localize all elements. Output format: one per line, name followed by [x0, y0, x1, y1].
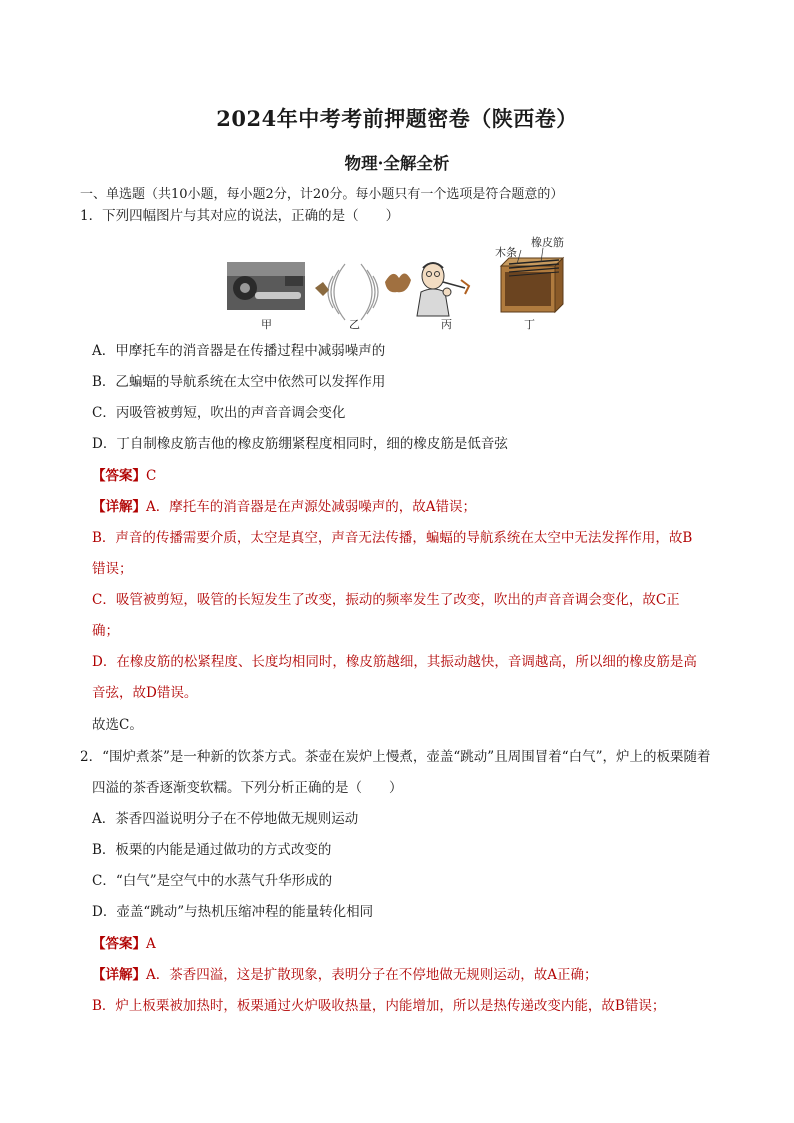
detail-text: A．摩托车的消音器是在声源处减弱噪声的，故A错误；	[146, 499, 476, 515]
section-heading: 一、单选题（共10小题，每小题2分，计20分。每小题只有一个选项是符合题意的）	[80, 187, 564, 202]
page-title: 2024年中考考前押题密卷（陕西卷）	[216, 106, 578, 131]
bat-icon	[385, 273, 411, 292]
detail-tag: 【详解】	[92, 967, 146, 983]
bat-sound-waves-image	[328, 264, 378, 320]
question-1-figure	[225, 236, 571, 334]
detail-tag: 【详解】	[92, 499, 146, 515]
figure-illustrations	[225, 236, 571, 334]
figure-label-bing: 丙	[441, 318, 452, 331]
figure-label-ding: 丁	[524, 318, 535, 331]
question-1-detail-line-7: 音弦，故D错误。	[92, 685, 198, 701]
question-2-stem-line-2: 四溢的茶香逐渐变软糯。下列分析正确的是（ ）	[92, 780, 403, 796]
question-1-detail-line-1	[92, 497, 476, 517]
moth-icon	[315, 282, 329, 296]
question-2-answer	[92, 934, 156, 954]
detail-text: A．茶香四溢，这是扩散现象，表明分子在不停地做无规则运动，故A正确；	[146, 967, 598, 983]
answer-value: C	[146, 468, 157, 484]
question-2-option-c: C．“白气”是空气中的水蒸气升华形成的	[92, 873, 333, 889]
question-1-detail-line-2: B．声音的传播需要介质，太空是真空，声音无法传播，蝙蝠的导航系统在太空中无法发挥作用，故B	[92, 530, 693, 546]
question-1-detail-line-3: 错误；	[92, 561, 133, 577]
figure-label-yi: 乙	[349, 318, 360, 331]
question-1-conclusion: 故选C。	[92, 717, 143, 733]
question-1-option-d: D．丁自制橡皮筋吉他的橡皮筋绷紧程度相同时，细的橡皮筋是低音弦	[92, 436, 508, 452]
man-blowing-straw-image	[417, 263, 469, 316]
question-2-detail-line-2: B．炉上板栗被加热时，板栗通过火炉吸收热量，内能增加，所以是热传递改变内能，故B错误；	[92, 998, 666, 1014]
answer-value: A	[146, 936, 156, 952]
motorcycle-image	[227, 262, 305, 310]
question-2-option-d: D．壶盖“跳动”与热机压缩冲程的能量转化相同	[92, 904, 374, 920]
question-2-detail-line-1	[92, 965, 598, 985]
question-2-option-a: A．茶香四溢说明分子在不停地做无规则运动	[92, 811, 359, 827]
question-1-detail-line-6: D．在橡皮筋的松紧程度、长度均相同时，橡皮筋越细，其振动越快，音调越高，所以细的橡皮筋是高	[92, 654, 697, 670]
answer-tag: 【答案】	[92, 468, 146, 484]
page-subtitle: 物理·全解全析	[344, 154, 450, 173]
answer-tag: 【答案】	[92, 936, 146, 952]
callout-wood-strip: 木条	[495, 246, 517, 259]
question-1-option-a: A．甲摩托车的消音器是在传播过程中减弱噪声的	[92, 343, 386, 359]
callout-rubber-band: 橡皮筋	[531, 236, 564, 249]
question-2-option-b: B．板栗的内能是通过做功的方式改变的	[92, 842, 332, 858]
figure-label-jia: 甲	[261, 318, 272, 331]
question-1-detail-line-4: C．吸管被剪短，吸管的长短发生了改变，振动的频率发生了改变，吹出的声音音调会变化，故C正	[92, 592, 680, 608]
question-1-option-c: C．丙吸管被剪短，吹出的声音音调会变化	[92, 405, 346, 421]
question-2-stem-line-1: 2．“围炉煮茶”是一种新的饮茶方式。茶壶在炭炉上慢煮，壶盖“跳动”且周围冒着“白气”，炉上的板栗随着	[80, 749, 711, 765]
question-1-stem: 1．下列四幅图片与其对应的说法，正确的是（ ）	[80, 208, 400, 224]
question-1-detail-line-5: 确；	[92, 623, 119, 639]
question-1-answer	[92, 466, 156, 486]
question-1-option-b: B．乙蝙蝠的导航系统在太空中依然可以发挥作用	[92, 374, 386, 390]
